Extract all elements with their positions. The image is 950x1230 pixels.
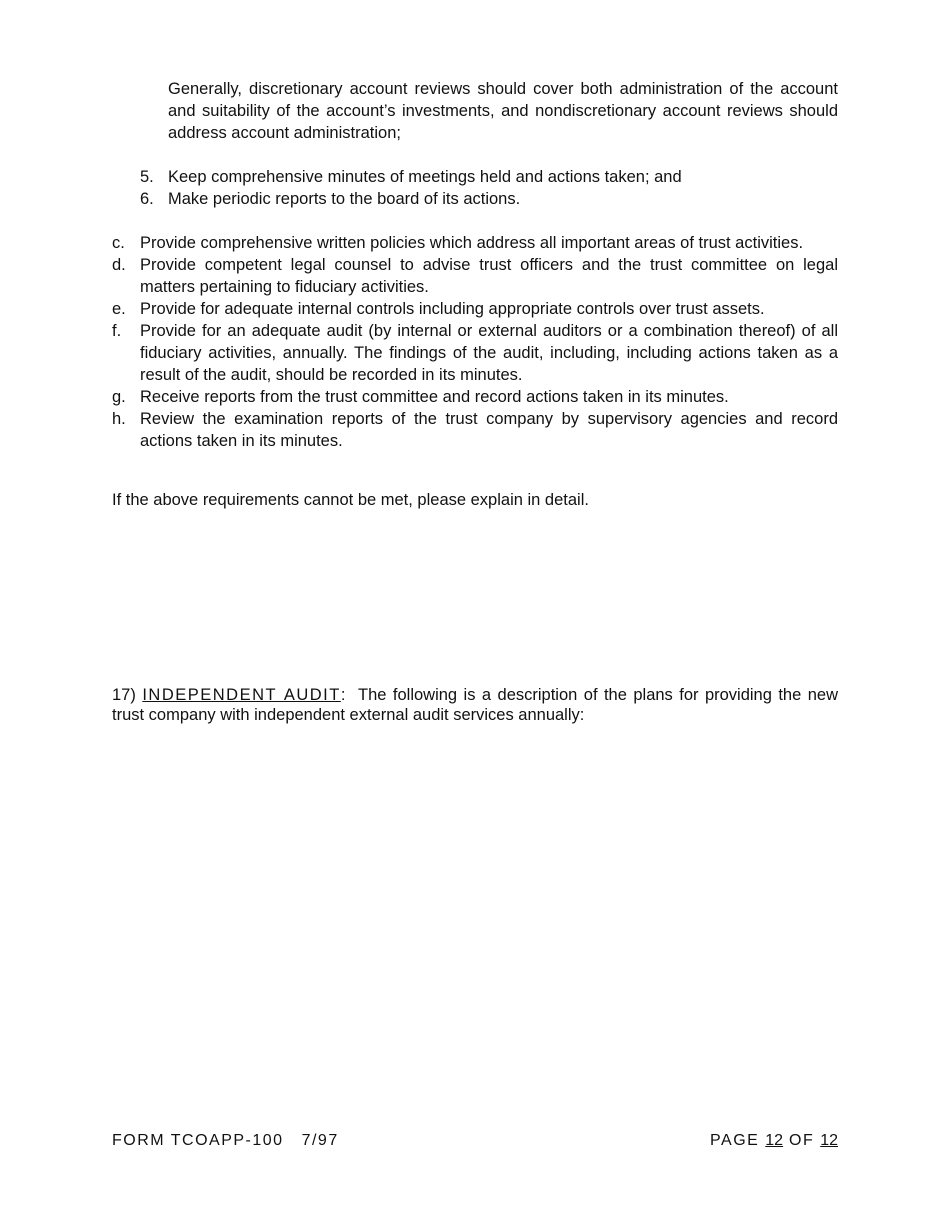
list-marker: 6. bbox=[140, 190, 154, 208]
list-item-text: Provide for an adequate audit (by internal or external auditors or a combination thereof) of all fiduciary activities, annually. The findings of the audit, including, including actions taken as a result of the audit, should be recorded in its minutes. bbox=[140, 322, 838, 384]
list-item-text: Provide for adequate internal controls including appropriate controls over trust assets. bbox=[140, 300, 765, 318]
list-marker: e. bbox=[112, 300, 126, 318]
list-marker: c. bbox=[112, 234, 125, 252]
form-identifier bbox=[112, 1130, 339, 1152]
list-marker: g. bbox=[112, 388, 126, 406]
explain-instruction: If the above requirements cannot be met, please explain in detail. bbox=[112, 491, 589, 509]
section-heading: INDEPENDENT AUDIT bbox=[142, 686, 341, 704]
section-text: The following is a description of the plans for providing the new trust company with independent external audit services annually: bbox=[112, 686, 839, 724]
list-item bbox=[112, 298, 838, 320]
list-item-text: Receive reports from the trust committee and record actions taken in its minutes. bbox=[140, 388, 729, 406]
list-item bbox=[140, 166, 838, 188]
list-item-text: Make periodic reports to the board of its actions. bbox=[168, 190, 521, 208]
section-number: 17) bbox=[112, 686, 136, 704]
continuation-paragraph: Generally, discretionary account reviews should cover both administration of the account and suitability of the account’s investments, and nondiscretionary account reviews should address account administration; bbox=[168, 80, 838, 142]
list-marker: f. bbox=[112, 322, 122, 340]
list-item bbox=[112, 232, 838, 254]
list-item bbox=[112, 320, 838, 386]
form-id: FORM TCOAPP-100 bbox=[112, 1132, 284, 1149]
page-current: 12 bbox=[765, 1132, 784, 1149]
section-independent-audit bbox=[112, 685, 838, 725]
page-total: 12 bbox=[820, 1132, 838, 1149]
list-item-text: Provide comprehensive written policies which address all important areas of trust activities. bbox=[140, 234, 804, 252]
of-label: OF bbox=[789, 1132, 815, 1149]
list-marker: h. bbox=[112, 410, 126, 428]
list-item-text: Keep comprehensive minutes of meetings held and actions taken; and bbox=[168, 168, 682, 186]
lettered-list bbox=[112, 232, 838, 452]
list-item bbox=[112, 254, 838, 298]
list-item bbox=[112, 408, 838, 452]
list-item bbox=[140, 188, 838, 210]
list-item bbox=[112, 386, 838, 408]
list-item-text: Review the examination reports of the trust company by supervisory agencies and record actions taken in its minutes. bbox=[140, 410, 838, 450]
form-date: 7/97 bbox=[301, 1132, 339, 1149]
page-number bbox=[710, 1130, 838, 1152]
numbered-list bbox=[140, 166, 838, 210]
page-label: PAGE bbox=[710, 1132, 760, 1149]
list-marker: 5. bbox=[140, 168, 154, 186]
page-footer bbox=[112, 1130, 838, 1152]
list-item-text: Provide competent legal counsel to advise trust officers and the trust committee on legal matters pertaining to fiduciary activities. bbox=[140, 256, 838, 296]
list-marker: d. bbox=[112, 256, 126, 274]
section-separator: : bbox=[340, 686, 346, 704]
